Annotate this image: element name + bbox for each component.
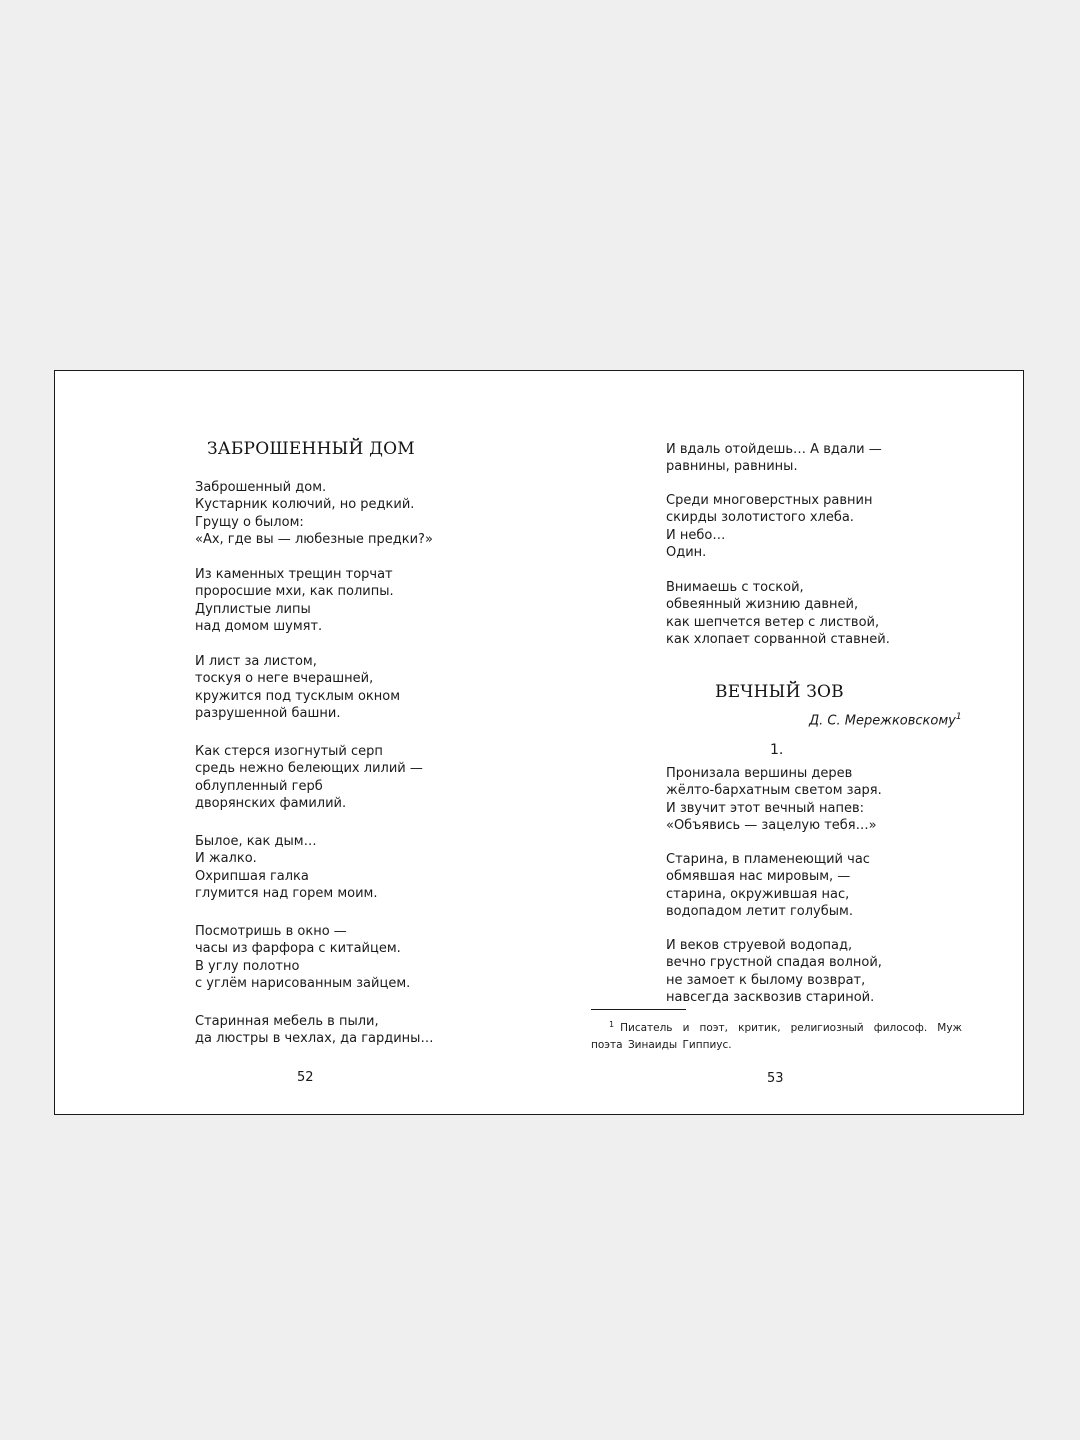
poem-line: разрушенной башни. [195, 706, 341, 722]
poem-line: «Ах, где вы — любезные предки?» [195, 532, 433, 548]
poem-line: тоскуя о неге вчерашней, [195, 671, 374, 687]
poem-line: Внимаешь с тоской, [666, 580, 804, 595]
poem-line: «Объявись — зацелую тебя…» [666, 818, 877, 834]
left-stanza-6 [195, 923, 410, 993]
poem-line: И вдаль отойдешь… А вдали — [666, 442, 882, 457]
footnote-text: Писатель и поэт, критик, религиозный философ. Муж поэта Зинаиды Гиппиус. [591, 1022, 962, 1051]
poem-line: И небо… [666, 527, 726, 543]
poem-line: обмявшая нас мировым, — [666, 869, 851, 885]
left-stanza-5 [195, 833, 377, 903]
poem-line: как шепчется ветер с листвой, [666, 614, 880, 630]
poem-line: над домом шумят. [195, 619, 323, 635]
poem-line: Былое, как дым… [195, 834, 317, 849]
poem-line: проросшие мхи, как полипы. [195, 584, 394, 600]
poem-line: водопадом летит голубым. [666, 904, 853, 920]
right-stanza-cont-2 [666, 492, 873, 562]
left-stanza-4 [195, 743, 423, 813]
poem-line: Охрипшая галка [195, 868, 309, 884]
footnote-mark: 1 [609, 1020, 615, 1029]
dedication [809, 712, 962, 728]
right-stanza-1 [666, 765, 882, 835]
poem-line: Пронизала вершины дерев [666, 766, 853, 781]
poem-line: В углу полотно [195, 958, 300, 974]
footnote-reference: 1 [955, 712, 962, 722]
poem-line: Дуплистые липы [195, 601, 311, 617]
left-stanza-1 [195, 479, 433, 549]
book-spread [54, 370, 1024, 1115]
poem-line: не замоет к былому возврат, [666, 972, 866, 988]
poem-line: облупленный герб [195, 778, 323, 794]
poem-line: обвеянный жизнию давней, [666, 597, 859, 613]
poem-line: скирды золотистого хлеба. [666, 510, 854, 526]
poem-line: часы из фарфора с китайцем. [195, 941, 401, 957]
poem-line: Из каменных трещин торчат [195, 567, 393, 582]
poem-line: глумится над горем моим. [195, 886, 378, 902]
right-stanza-cont-1 [666, 441, 882, 476]
right-stanza-cont-3 [666, 579, 890, 649]
poem-line: Один. [666, 545, 707, 561]
poem-line: да люстры в чехлах, да гардины… [195, 1031, 434, 1047]
poem-line: И веков струевой водопад, [666, 938, 853, 953]
poem-line: средь нежно белеющих лилий — [195, 761, 423, 777]
poem-line: Как стерся изогнутый серп [195, 744, 383, 759]
poem-line: И звучит этот вечный напев: [666, 800, 865, 816]
right-stanza-2 [666, 851, 870, 921]
right-stanza-3 [666, 937, 882, 1007]
poem-line: равнины, равнины. [666, 459, 798, 475]
poem-line: И жалко. [195, 851, 257, 867]
page-number-right: 53 [767, 1071, 784, 1086]
section-number: 1. [770, 742, 784, 758]
poem-line: навсегда засквозив стариной. [666, 990, 875, 1006]
footnote [591, 1016, 962, 1054]
footnote-divider [591, 1009, 686, 1010]
dedication-text: Д. С. Мережковскому [809, 713, 956, 729]
poem-line: кружится под тусклым окном [195, 688, 401, 704]
poem-title-eternal-call: ВЕЧНЫЙ ЗОВ [715, 682, 844, 702]
left-stanza-7 [195, 1013, 433, 1048]
poem-title-abandoned-house: ЗАБРОШЕННЫЙ ДОМ [207, 439, 415, 459]
poem-line: Посмотришь в окно — [195, 924, 347, 939]
poem-line: с углём нарисованным зайцем. [195, 976, 411, 992]
poem-line: Старина, в пламенеющий час [666, 852, 870, 867]
poem-line: Старинная мебель в пыли, [195, 1014, 379, 1029]
poem-line: как хлопает сорванной ставней. [666, 632, 890, 648]
poem-line: Грущу о былом: [195, 514, 304, 530]
poem-line: вечно грустной спадая волной, [666, 955, 882, 971]
poem-line: дворянских фамилий. [195, 796, 347, 812]
poem-line: Заброшенный дом. [195, 480, 327, 495]
left-stanza-2 [195, 566, 394, 636]
page-number-left: 52 [297, 1070, 314, 1085]
poem-line: И лист за листом, [195, 654, 317, 669]
poem-line: Среди многоверстных равнин [666, 493, 873, 508]
poem-line: Кустарник колючий, но редкий. [195, 497, 415, 513]
poem-line: жёлто-бархатным светом заря. [666, 783, 882, 799]
poem-line: старина, окружившая нас, [666, 886, 850, 902]
left-stanza-3 [195, 653, 400, 723]
